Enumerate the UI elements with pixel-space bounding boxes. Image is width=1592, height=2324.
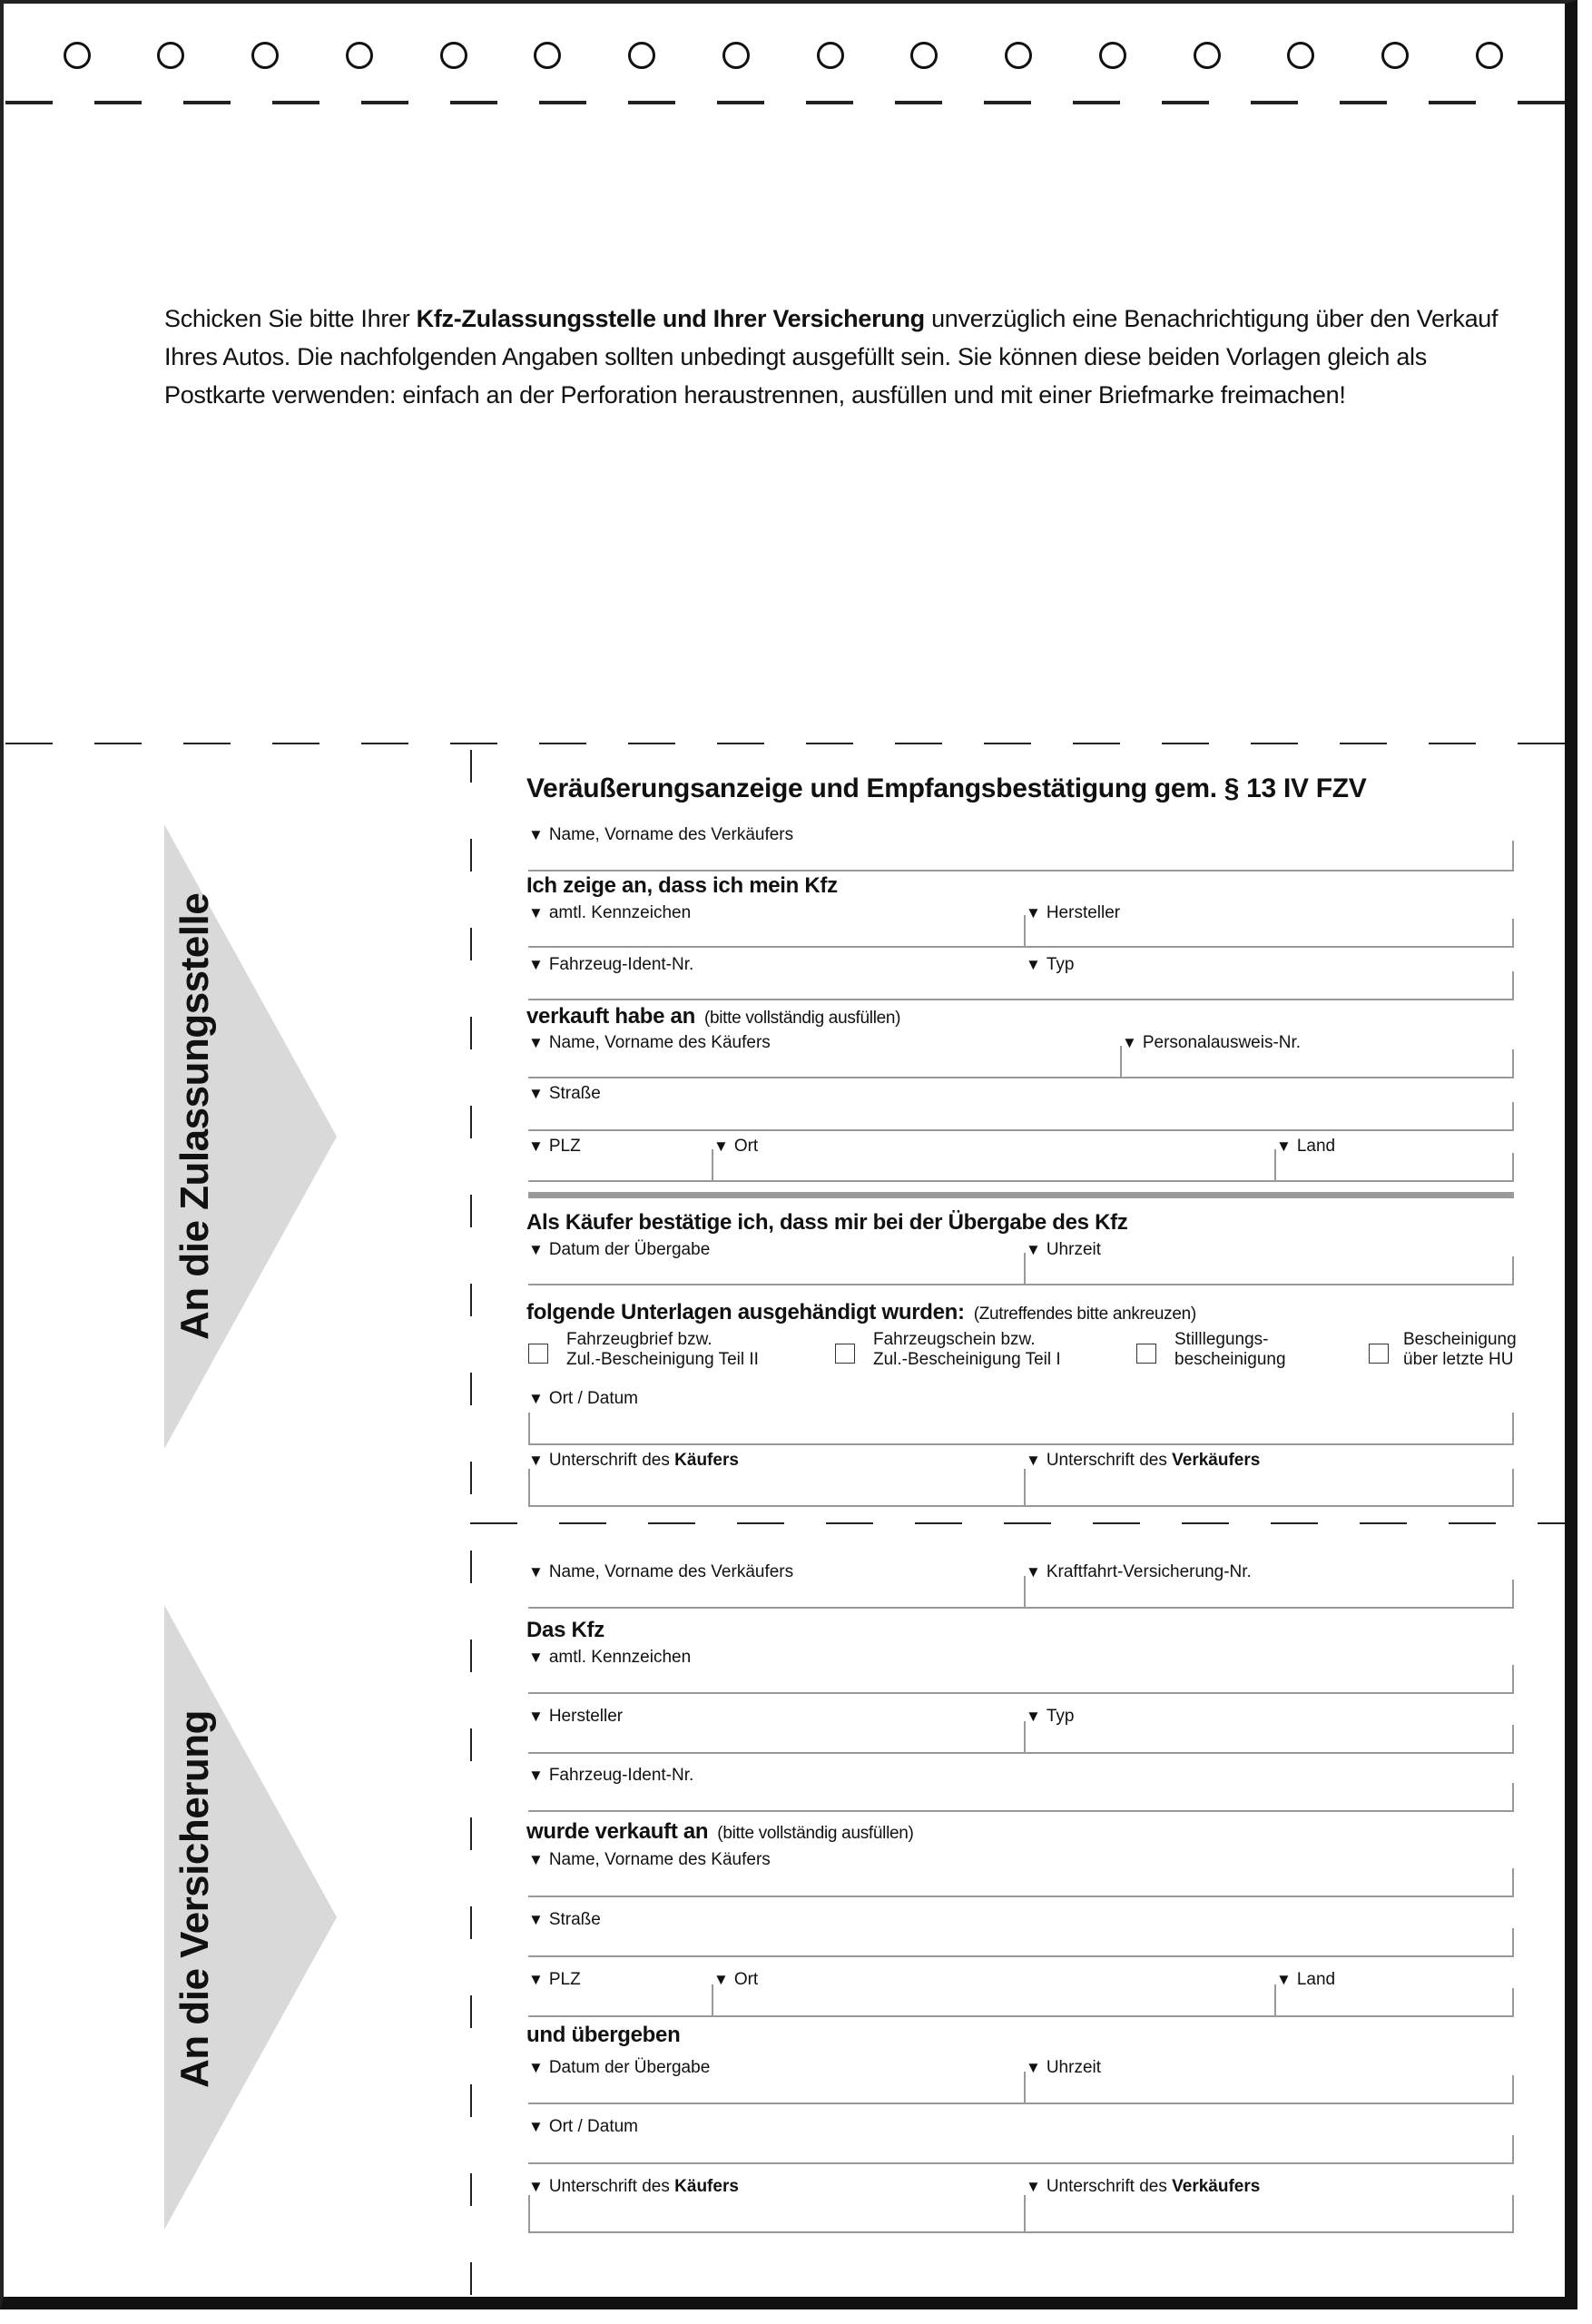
- field-end-tick: [1512, 1783, 1514, 1810]
- sig-role: Verkäufers: [1172, 2177, 1261, 2196]
- label-kaeufer-name: ▼ Name, Vorname des Käufers: [528, 1850, 771, 1870]
- field-datum-uhrzeit[interactable]: [528, 2102, 1514, 2104]
- field-fin[interactable]: [528, 1810, 1514, 1812]
- label-plz: ▼ PLZ: [528, 1970, 581, 1990]
- punch-hole: [251, 42, 279, 69]
- label-ort-datum: ▼ Ort / Datum: [528, 2117, 638, 2137]
- perforation-vertical: [470, 750, 472, 2307]
- field-end-tick: [1512, 1469, 1514, 1505]
- heading-unterlagen: [526, 1300, 1196, 1325]
- field-kennzeichen-hersteller[interactable]: [528, 946, 1514, 948]
- checkbox-fahrzeugschein[interactable]: [835, 1344, 855, 1364]
- label-sig-kaeufer: [528, 2177, 739, 2197]
- field-signatures[interactable]: [528, 2231, 1514, 2233]
- punch-hole: [1476, 42, 1503, 69]
- punch-hole: [1194, 42, 1221, 69]
- label-ort-datum: ▼ Ort / Datum: [528, 1389, 638, 1409]
- intro-text-rest: unverzüglich eine Benachrichtigung über den Verkauf Ihres Autos. Die nachfolgenden Angaben sollten unbedingt ausgefüllt sein. Sie können diese beiden Vorlagen gleich als Postkarte verwenden: einfach an der Perforation heraustrennen, ausfüllen und mit einer Briefmarke freimachen!: [164, 305, 1499, 409]
- field-strasse[interactable]: [528, 1955, 1514, 1957]
- sig-role: Käufers: [674, 2177, 739, 2196]
- field-divider: [1024, 1253, 1026, 1284]
- doc-text: über letzte HU: [1403, 1350, 1514, 1369]
- heading-verkauft-note: (bitte vollständig ausfüllen): [703, 1009, 901, 1028]
- sig-prefix: Unterschrift des: [548, 2177, 675, 2196]
- checkbox-hu[interactable]: [1369, 1344, 1389, 1364]
- heading-verkauft-text: wurde verkauft an: [526, 1819, 709, 1844]
- label-versicherung-nr: ▼ Kraftfahrt-Versicherung-Nr.: [1026, 1562, 1252, 1582]
- label-sig-verkaeufer: [1026, 1451, 1260, 1471]
- doc-text: Bescheinigung: [1403, 1330, 1517, 1349]
- field-end-tick: [1512, 1102, 1514, 1129]
- heading-verkauft-note: (bitte vollständig ausfüllen): [717, 1824, 914, 1843]
- heading-verkauft: [526, 1819, 914, 1845]
- label-sig-verkaeufer: [1026, 2177, 1260, 2197]
- perforation-middle: [5, 743, 1565, 744]
- perforation-card-divider: [470, 1522, 1565, 1524]
- heading-kaeufer-bestaetigung: Als Käufer bestätige ich, dass mir bei der Übergabe des Kfz: [526, 1210, 1128, 1235]
- punch-hole: [1005, 42, 1032, 69]
- field-divider: [1024, 915, 1026, 946]
- doc-text: Stilllegungs-: [1174, 1330, 1269, 1349]
- label-ausweis: ▼ Personalausweis-Nr.: [1122, 1033, 1301, 1053]
- punch-hole: [1099, 42, 1126, 69]
- field-divider: [712, 1984, 713, 2015]
- field-divider: [712, 1149, 713, 1180]
- heading-uebergeben: und übergeben: [526, 2023, 681, 2047]
- intro-text-start: Schicken Sie bitte Ihrer: [164, 305, 417, 332]
- punch-hole: [346, 42, 373, 69]
- field-plz-ort-land[interactable]: [528, 1180, 1514, 1182]
- field-end-tick: [1512, 971, 1514, 999]
- punch-hole: [440, 42, 467, 69]
- field-end-tick: [1512, 2135, 1514, 2162]
- label-datum-uebergabe: ▼ Datum der Übergabe: [528, 1240, 710, 1260]
- label-hersteller: ▼ Hersteller: [1026, 903, 1120, 923]
- punch-hole: [1287, 42, 1314, 69]
- label-fin: ▼ Fahrzeug-Ident-Nr.: [528, 955, 693, 975]
- label-typ: ▼ Typ: [1026, 955, 1074, 975]
- field-end-tick: [1512, 1256, 1514, 1284]
- heading-kfz: Das Kfz: [526, 1618, 604, 1642]
- field-fin-typ[interactable]: [528, 999, 1514, 1000]
- field-kaeufer-ausweis[interactable]: [528, 1077, 1514, 1078]
- field-strasse[interactable]: [528, 1129, 1514, 1131]
- field-end-tick: [1512, 1725, 1514, 1752]
- punch-hole: [64, 42, 91, 69]
- field-end-tick: [1512, 1413, 1514, 1443]
- doc-text: Fahrzeugschein bzw.: [873, 1330, 1036, 1349]
- field-divider: [1024, 1469, 1026, 1505]
- label-datum-uebergabe: ▼ Datum der Übergabe: [528, 2058, 710, 2078]
- label-strasse: ▼ Straße: [528, 1084, 601, 1104]
- punch-hole: [1381, 42, 1409, 69]
- punch-hole: [722, 42, 750, 69]
- sig-prefix: Unterschrift des: [1046, 1451, 1173, 1470]
- heading-verkauft: [526, 1004, 900, 1029]
- punch-hole: [534, 42, 561, 69]
- field-end-tick: [1512, 1049, 1514, 1077]
- side-label-zulassung: An die Zulassungsstelle: [172, 892, 217, 1340]
- section-separator: [528, 1192, 1514, 1198]
- field-end-tick: [1512, 2195, 1514, 2231]
- label-kaeufer-name: ▼ Name, Vorname des Käufers: [528, 1033, 771, 1053]
- intro-text-bold: Kfz-Zulassungsstelle und Ihrer Versicherung: [416, 305, 925, 332]
- field-plz-ort-land[interactable]: [528, 2015, 1514, 2017]
- label-verkaeufer-name: ▼ Name, Vorname des Verkäufers: [528, 825, 793, 845]
- checkbox-stilllegung[interactable]: [1136, 1344, 1156, 1364]
- heading-verkauft-text: verkauft habe an: [526, 1004, 695, 1029]
- field-signatures[interactable]: [528, 1505, 1514, 1507]
- label-ort: ▼ Ort: [713, 1970, 758, 1990]
- doc-fahrzeugbrief: [566, 1330, 759, 1370]
- field-ort-datum[interactable]: [528, 2162, 1514, 2164]
- sig-role: Käufers: [674, 1451, 739, 1470]
- doc-stilllegung: [1174, 1330, 1286, 1370]
- label-kennzeichen: ▼ amtl. Kennzeichen: [528, 903, 691, 923]
- side-label-versicherung: An die Versicherung: [172, 1710, 217, 2088]
- punch-hole: [628, 42, 655, 69]
- checkbox-fahrzeugbrief[interactable]: [528, 1344, 548, 1364]
- label-sig-kaeufer: [528, 1451, 739, 1471]
- heading-unterlagen-text: folgende Unterlagen ausgehändigt wurden:: [526, 1300, 965, 1324]
- label-ort: ▼ Ort: [713, 1137, 758, 1157]
- label-strasse: ▼ Straße: [528, 1910, 601, 1930]
- field-end-tick: [1512, 1665, 1514, 1692]
- field-end-tick: [1512, 841, 1514, 870]
- label-uhrzeit: ▼ Uhrzeit: [1026, 2058, 1101, 2078]
- field-end-tick: [1512, 1153, 1514, 1180]
- heading-unterlagen-note: (Zutreffendes bitte ankreuzen): [973, 1305, 1196, 1324]
- sig-prefix: Unterschrift des: [548, 1451, 675, 1470]
- field-divider: [1274, 1984, 1276, 2015]
- label-land: ▼ Land: [1276, 1970, 1335, 1990]
- label-uhrzeit: ▼ Uhrzeit: [1026, 1240, 1101, 1260]
- field-hersteller-typ[interactable]: [528, 1752, 1514, 1754]
- field-start-tick: [528, 1469, 530, 1505]
- field-divider: [1024, 1576, 1026, 1607]
- heading-anzeige: Ich zeige an, dass ich mein Kfz: [526, 873, 838, 898]
- doc-text: Fahrzeugbrief bzw.: [566, 1330, 712, 1349]
- field-ort-datum[interactable]: [528, 1443, 1514, 1445]
- doc-fahrzeugschein: [873, 1330, 1061, 1370]
- label-hersteller: ▼ Hersteller: [528, 1707, 623, 1727]
- field-datum-uhrzeit[interactable]: [528, 1284, 1514, 1285]
- punch-hole: [817, 42, 844, 69]
- doc-hu: [1403, 1330, 1517, 1370]
- field-end-tick: [1512, 1928, 1514, 1955]
- field-verkaeufer-name[interactable]: [528, 870, 1514, 872]
- field-kennzeichen[interactable]: [528, 1692, 1514, 1694]
- doc-text: Zul.-Bescheinigung Teil II: [566, 1350, 759, 1369]
- field-start-tick: [528, 1413, 530, 1443]
- doc-text: Zul.-Bescheinigung Teil I: [873, 1350, 1061, 1369]
- label-verkaeufer-name: ▼ Name, Vorname des Verkäufers: [528, 1562, 793, 1582]
- field-end-tick: [1512, 1988, 1514, 2015]
- field-end-tick: [1512, 919, 1514, 946]
- punch-hole: [157, 42, 184, 69]
- perforation-top: [5, 101, 1565, 104]
- sig-role: Verkäufers: [1172, 1451, 1261, 1470]
- field-start-tick: [528, 2195, 530, 2231]
- field-divider: [1274, 1149, 1276, 1180]
- field-divider: [1024, 1721, 1026, 1752]
- form-title: Veräußerungsanzeige und Empfangsbestätigung gem. § 13 IV FZV: [526, 773, 1367, 803]
- doc-text: bescheinigung: [1174, 1350, 1286, 1369]
- field-verkaeufer-versnr[interactable]: [528, 1607, 1514, 1609]
- field-divider: [1024, 2072, 1026, 2102]
- field-kaeufer-name[interactable]: [528, 1896, 1514, 1897]
- label-kennzeichen: ▼ amtl. Kennzeichen: [528, 1648, 691, 1668]
- label-fin: ▼ Fahrzeug-Ident-Nr.: [528, 1766, 693, 1786]
- intro-paragraph: [164, 300, 1526, 414]
- field-divider: [1024, 2195, 1026, 2231]
- field-end-tick: [1512, 1580, 1514, 1607]
- field-end-tick: [1512, 2075, 1514, 2102]
- label-plz: ▼ PLZ: [528, 1137, 581, 1157]
- punch-hole: [910, 42, 938, 69]
- sig-prefix: Unterschrift des: [1046, 2177, 1173, 2196]
- field-end-tick: [1512, 1868, 1514, 1896]
- field-divider: [1120, 1046, 1122, 1077]
- label-typ: ▼ Typ: [1026, 1707, 1074, 1727]
- label-land: ▼ Land: [1276, 1137, 1335, 1157]
